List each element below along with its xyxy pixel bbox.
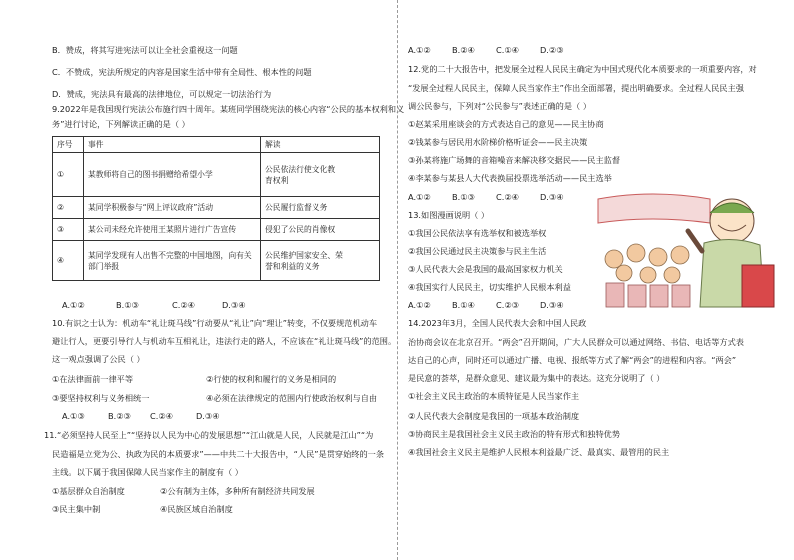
table-cell-interp [261,153,380,197]
q10-option-c: C.②④ [150,411,173,421]
crowd [605,244,689,283]
q12-option-c: C.②④ [496,192,519,202]
q14-statement-1: ①社会主义民主政治的本质特征是人民当家作主 [408,391,580,401]
question-10-line2: 避让行人，更要引导行人与机动车互相礼让，违法行走的路人，不应该在“礼让斑马线”的范围。 [52,336,397,346]
q13-statement-3: ③人民代表大会是我国的最高国家权力机关 [408,264,563,274]
table-row [53,219,380,241]
q11-statement-4: ④民族区域自治制度 [160,504,233,514]
q11-option-b: B.②④ [452,45,475,55]
table-cell-event: 某教师将自己的图书捐赠给希望小学 [84,153,261,197]
q11-option-c: C.①④ [496,45,519,55]
q13-statement-2: ②我国公民通过民主决策参与民主生活 [408,246,547,256]
election-cartoon [592,191,778,309]
table-header-interp: 解读 [261,137,380,153]
q12-option-b: B.①③ [452,192,475,202]
table-header-event: 事件 [84,137,261,153]
table-cell-interp: 侵犯了公民的肖像权 [261,219,380,241]
option-d-line: D．赞成，宪法具有最高的法律地位，可以规定一切法治行为 [52,89,272,99]
ballot-box [742,265,774,307]
q11-statement-3: ③民主集中制 [52,504,101,514]
option-b-line: B．赞成，将其写进宪法可以让全社会重视这一问题 [52,45,238,55]
question-14-line2: 治协商会议在北京召开。“两会”召开期间，广大人民群众可以通过网络、书信、电话等方式表 [408,337,744,347]
table-row [53,153,380,197]
question-14-line1: 14.2023年3月，全国人民代表大会和中国人民政 [408,318,587,328]
q12-statement-2: ②钱某参与居民用水阶梯价格听证会——民主决策 [408,137,588,147]
elder-cap [710,203,754,213]
q13-option-a: A.①② [408,300,431,310]
question-11-line2: 民造福是立党为公、执政为民的本质要求”——中共二十大报告中，“人民”是贯穿始终的一条 [52,449,385,459]
question-13: 13.如图漫画说明（ ） [408,210,490,220]
q13-statement-1: ①我国公民依法享有选举权和被选举权 [408,228,547,238]
question-9-line1: 9.2022年是我国现行宪法公布施行四十周年。某班同学围绕宪法的核心内容“公民的基本权利和义 [52,104,405,114]
table-cell-num: ④ [53,241,84,281]
table-cell-num: ② [53,197,84,219]
interp-line: 公民维护国家安全、荣 [265,250,343,260]
q10-option-a: A.①③ [62,411,85,421]
q10-statement-3: ③要坚持权利与义务相统一 [52,393,150,403]
q12-option-a: A.①② [408,192,431,202]
interp-line: 公民依法行使文化教 [265,164,336,174]
q10-statement-1: ①在法律面前一律平等 [52,374,134,384]
q9-option-d: D.③④ [222,300,246,310]
q12-statement-1: ①赵某采用座谈会的方式表达自己的意见——民主协商 [408,119,604,129]
question-12-line1: 12.党的二十大报告中，把发展全过程人民民主确定为中国式现代化本质要求的一项重要内容，对 [408,64,757,74]
table-cell-num: ① [53,153,84,197]
q11-statement-1: ①基层群众自治制度 [52,486,125,496]
question-11-line3: 主线。以下属于我国保障人民当家作主的制度有（ ） [52,467,243,477]
table-cell-interp: 公民履行监督义务 [261,197,380,219]
question-10-line3: 这一观点强调了公民（ ） [52,354,145,364]
q12-option-d: D.③④ [540,192,564,202]
q10-statement-4: ④必须在法律规定的范围内行使政治权利与自由 [206,393,378,403]
q9-option-b: B.①③ [116,300,139,310]
interp-line: 育权利 [265,175,289,185]
q13-option-b: B.①④ [452,300,475,310]
q10-option-d: D.③④ [196,411,220,421]
q11-option-d: D.②③ [540,45,564,55]
question-12-line3: 调公民参与，下列对“公民参与”表述正确的是（ ） [408,101,592,111]
table-cell-event: 某公司未经允许使用王某照片进行广告宣传 [84,219,261,241]
rights-table [52,136,380,281]
table-header-row [53,137,380,153]
column-divider [397,0,398,560]
q13-option-d: D.③④ [540,300,564,310]
question-9-line2: 务”进行讨论，下列解读正确的是（ ） [52,119,190,129]
q14-statement-4: ④我国社会主义民主是维护人民根本利益最广泛、最真实、最管用的民主 [408,447,670,457]
q13-statement-4: ④我国实行人民民主，切实维护人民根本利益 [408,282,571,292]
crowd-bodies [606,283,690,307]
q10-statement-2: ②行使的权利和履行的义务是相同的 [206,374,337,384]
interp-line: 誉和利益的义务 [265,261,320,271]
q12-statement-4: ④李某参与某县人大代表换届投票选举活动——民主选举 [408,173,612,183]
q14-statement-3: ③协商民主是我国社会主义民主政治的特有形式和独特优势 [408,429,621,439]
q11-option-a: A.①② [408,45,431,55]
elder-raised-arm [688,231,702,251]
q12-statement-3: ③孙某将施广场舞的音箱噪音来解决移交据民——民主监督 [408,155,621,165]
table-cell-event: 某同学发现有人出售不完整的中国地图，向有关部门举报 [84,241,261,281]
question-11-line1: 11.“必须坚持人民至上”“坚持以人民为中心的发展思想”“江山就是人民，人民就是江山”“为 [44,430,374,440]
banner-shape [598,194,710,223]
question-14-line4: 是民意的荟萃，是群众意见、建议最为集中的表达。这充分说明了（ ） [408,373,665,383]
question-14-line3: 达自己的心声，同时还可以通过广播、电视、报纸等方式了解“两会”的进程和内容。“两会” [408,355,737,365]
q9-option-c: C.②④ [172,300,195,310]
table-cell-event: 某同学积极参与“网上评议政府”活动 [84,197,261,219]
q14-statement-2: ②人民代表大会制度是我国的一项基本政治制度 [408,411,580,421]
table-header-num: 序号 [53,137,84,153]
table-row [53,241,380,281]
option-c-line: C．不赞成，宪法所规定的内容是国家生活中带有全局性、根本性的问题 [52,67,312,77]
q10-option-b: B.②③ [108,411,131,421]
q9-option-a: A.①② [62,300,85,310]
table-cell-interp [261,241,380,281]
q13-option-c: C.②③ [496,300,519,310]
q11-statement-2: ②公有制为主体，多种所有制经济共同发展 [160,486,315,496]
table-cell-num: ③ [53,219,84,241]
question-12-line2: “发展全过程人民民主，保障人民当家作主”作出全面部署，提出明确要求。全过程人民民主强 [408,83,744,93]
table-row [53,197,380,219]
question-10-line1: 10.有识之士认为：机动车“礼让斑马线”行动要从“礼让”向“理让”转变，不仅要规范机动车 [52,318,378,328]
